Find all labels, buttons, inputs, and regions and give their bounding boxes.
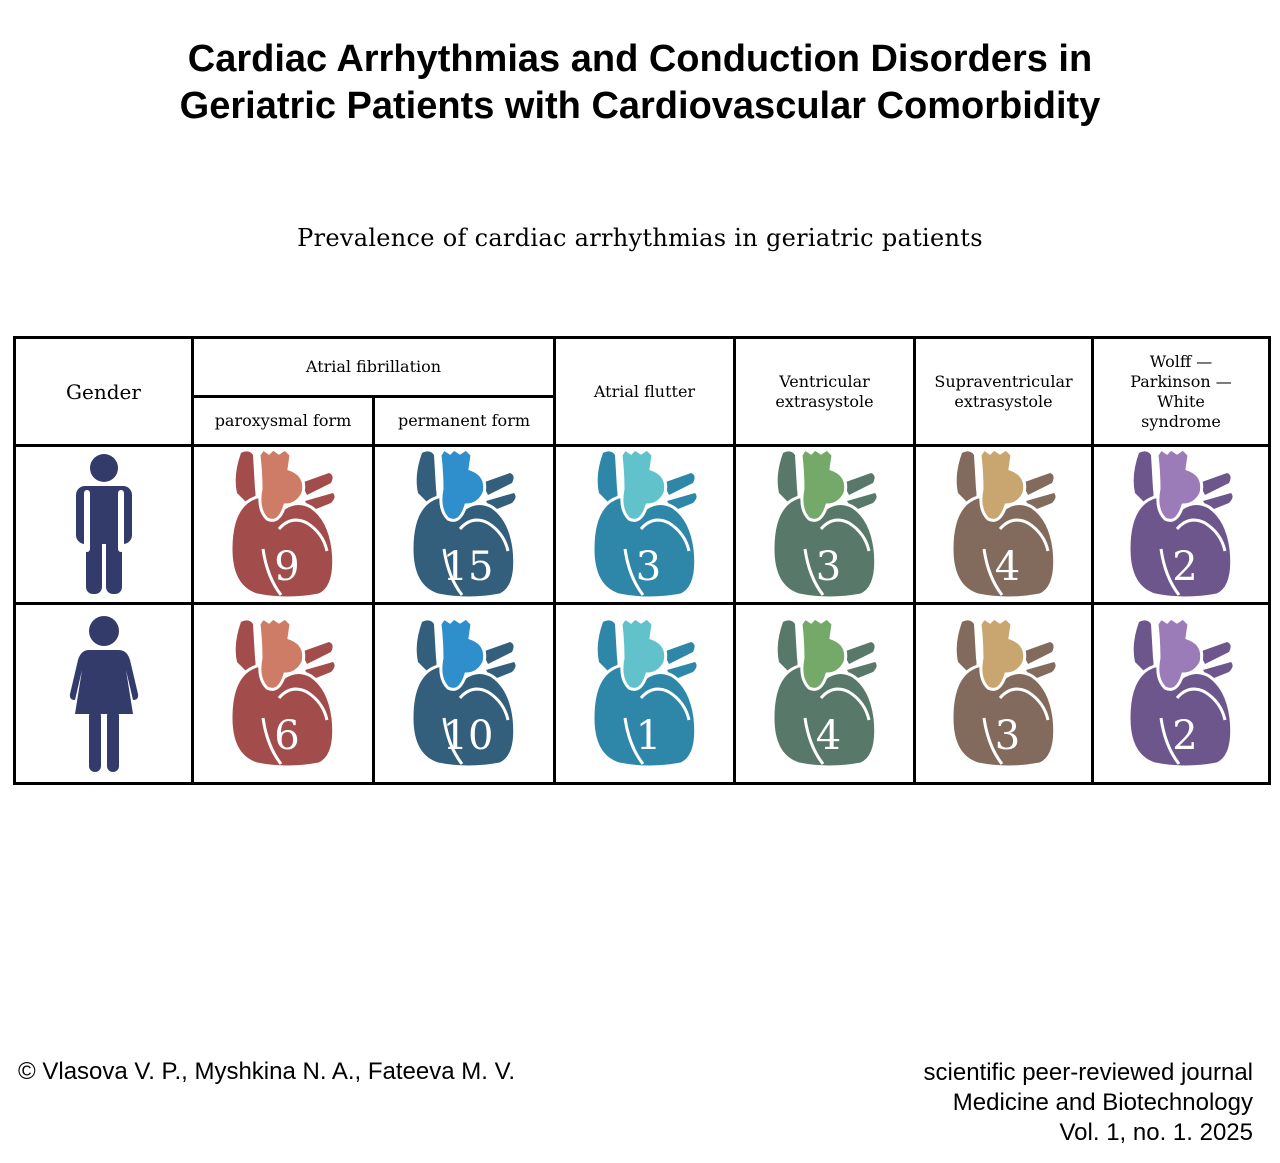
case-count: 3: [994, 712, 1021, 759]
gender-cell-male: [15, 446, 193, 604]
header-supra-line-2: extrasystole: [954, 391, 1053, 411]
table-row-male: [15, 446, 1270, 604]
cell-female-paroxysmal: [193, 604, 374, 784]
header-supraventricular-extrasystole: [915, 338, 1093, 446]
heart-icon: [1125, 449, 1237, 601]
heart-icon: [948, 618, 1060, 770]
header-wpw-line-2: Parkinson —: [1130, 371, 1232, 391]
journal-line-2: Medicine and Biotechnology: [952, 1089, 1253, 1116]
header-supra-line-1: Supraventricular: [934, 371, 1073, 391]
gender-cell-female: [15, 604, 193, 784]
cell-male-permanent: [374, 446, 555, 604]
case-count: 9: [274, 543, 300, 590]
case-count: 3: [635, 543, 662, 590]
case-count: 10: [442, 712, 494, 759]
header-gender: Gender: [15, 338, 193, 446]
case-count: 6: [274, 712, 300, 759]
prevalence-table: [13, 336, 1271, 785]
heart-icon: [408, 618, 520, 770]
heart-icon: [1125, 618, 1237, 770]
cell-female-ventricular: [735, 604, 915, 784]
cell-male-supraventricular: [915, 446, 1093, 604]
cell-female-supraventricular: [915, 604, 1093, 784]
case-count: 2: [1172, 543, 1198, 590]
heart-icon: [769, 618, 881, 770]
page-title: [0, 36, 1280, 130]
header-atrial-flutter: Atrial flutter: [555, 338, 735, 446]
heart-icon: [227, 449, 339, 601]
journal-line-1: scientific peer-reviewed journal: [923, 1059, 1253, 1086]
header-wpw-line-1: Wolff —: [1149, 351, 1213, 371]
heart-icon: [948, 449, 1060, 601]
heart-icon: [589, 618, 701, 770]
journal-line-3: Vol. 1, no. 1. 2025: [1059, 1119, 1253, 1146]
male-icon: [74, 450, 134, 600]
case-count: 15: [442, 543, 494, 590]
cell-male-flutter: [555, 446, 735, 604]
header-wpw-line-3: White: [1157, 391, 1205, 411]
header-permanent-form: permanent form: [374, 397, 555, 446]
title-line-1: Cardiac Arrhythmias and Conduction Disorders in: [187, 38, 1093, 80]
case-count: 2: [1172, 712, 1198, 759]
cell-male-wpw: [1093, 446, 1270, 604]
case-count: 3: [815, 543, 842, 590]
header-ventricular-extrasystole: [735, 338, 915, 446]
cell-female-wpw: [1093, 604, 1270, 784]
header-ventricular-line-1: Ventricular: [779, 371, 870, 391]
header-paroxysmal-form: paroxysmal form: [193, 397, 374, 446]
heart-icon: [227, 618, 339, 770]
header-atrial-fibrillation: Atrial fibrillation: [193, 338, 555, 397]
header-wpw-syndrome: [1093, 338, 1270, 446]
header-ventricular-line-2: extrasystole: [775, 391, 874, 411]
case-count: 4: [994, 543, 1021, 590]
case-count: 4: [815, 712, 842, 759]
journal-info: [924, 1058, 1253, 1148]
authors-credit: © Vlasova V. P., Myshkina N. A., Fateeva M. V.: [18, 1058, 516, 1085]
female-icon: [69, 614, 139, 774]
header-wpw-line-4: syndrome: [1141, 411, 1221, 431]
cell-female-permanent: [374, 604, 555, 784]
heart-icon: [408, 449, 520, 601]
title-line-2: Geriatric Patients with Cardiovascular Comorbidity: [179, 85, 1101, 127]
cell-male-paroxysmal: [193, 446, 374, 604]
table-caption: Prevalence of cardiac arrhythmias in geriatric patients: [297, 224, 983, 252]
case-count: 1: [635, 712, 662, 759]
cell-male-ventricular: [735, 446, 915, 604]
table-row-female: [15, 604, 1270, 784]
heart-icon: [769, 449, 881, 601]
heart-icon: [589, 449, 701, 601]
cell-female-flutter: [555, 604, 735, 784]
